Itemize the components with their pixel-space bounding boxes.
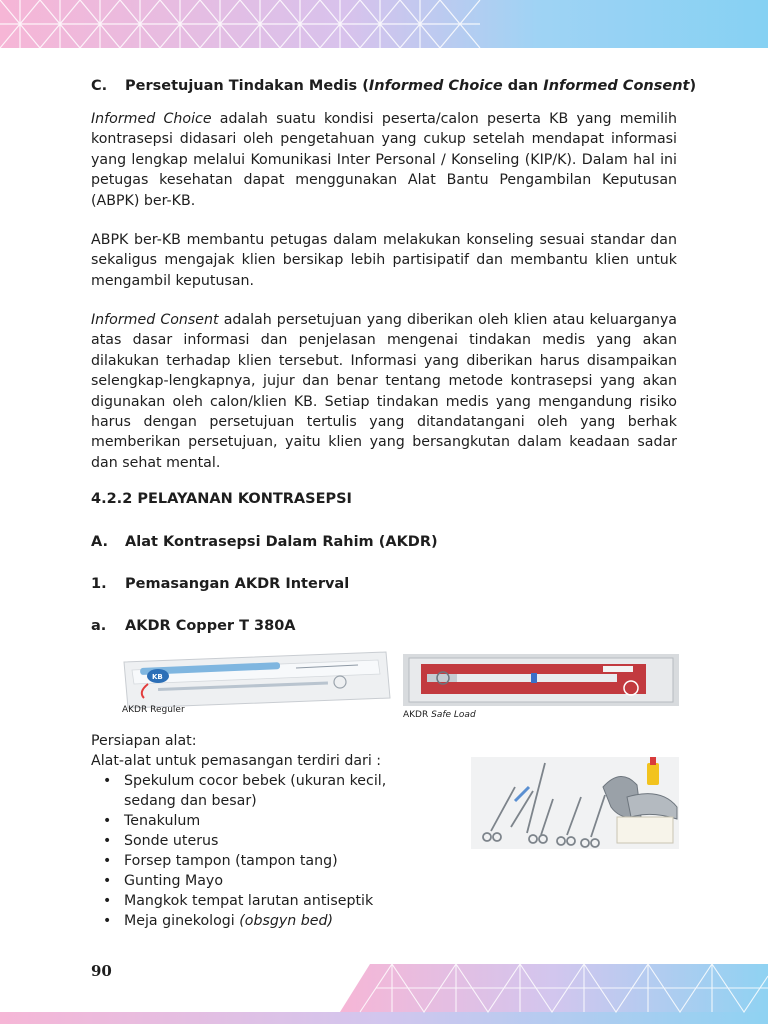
caption-akdr-reguler: AKDR Reguler — [122, 705, 185, 715]
caption-akdr-safe-load — [403, 710, 476, 720]
section-c-title-italic-choice: Informed Choice — [368, 78, 503, 94]
list-item — [101, 911, 431, 931]
footer-banner — [0, 960, 768, 1024]
page-number: 90 — [91, 962, 112, 980]
heading-a-number: A. — [91, 534, 108, 550]
akdr-safe-load-image — [403, 654, 679, 706]
header-banner — [0, 0, 768, 48]
section-c-title-mid: dan — [502, 78, 544, 94]
caption-safe-load-italic: Safe Load — [431, 710, 476, 720]
section-c-title-end: ) — [689, 78, 697, 94]
list-item: • Spekulum cocor bebek (ukuran kecil, sedang dan besar) — [101, 771, 431, 811]
term-informed-choice: Informed Choice — [91, 111, 212, 127]
caption-safe-load-prefix: AKDR — [403, 710, 432, 720]
list-item: • Sonde uterus — [101, 831, 431, 851]
instrument-set-image — [471, 757, 679, 849]
list-item: • Forsep tampon (tampon tang) — [101, 851, 431, 871]
term-informed-consent: Informed Consent — [91, 312, 219, 328]
section-c-heading — [91, 78, 696, 94]
heading-a-copper — [91, 618, 296, 634]
heading-a-akdr — [91, 534, 438, 550]
heading-alpha-number: a. — [91, 618, 107, 634]
heading-1-pemasangan — [91, 576, 349, 592]
list-item: • Mangkok tempat larutan antiseptik — [101, 891, 431, 911]
paragraph-informed-choice-text: adalah suatu kondisi peserta/calon peserta KB yang memilih kontrasepsi didasari oleh pengetahuan yang cukup setelah mendapat informasi yang lengkap melalui Komunikasi Inter Personal / Konseling (KIP/K). Dalam hal ini petugas kesehatan dapat menggunakan Alat Bantu Pengambilan Keputusan (ABPK) ber-KB. — [91, 111, 677, 209]
tool-list — [101, 771, 431, 931]
heading-a-title: Alat Kontrasepsi Dalam Rahim (AKDR) — [125, 534, 438, 550]
list-item: • Gunting Mayo — [101, 871, 431, 891]
section-c-title-start: Persetujuan Tindakan Medis ( — [125, 78, 369, 94]
heading-4-2-2: 4.2.2 PELAYANAN KONTRASEPSI — [91, 491, 352, 507]
paragraph-informed-consent-text: adalah persetujuan yang diberikan oleh klien atau keluarganya atas dasar informasi dan penjelasan mengenai tindakan medis yang akan dilakukan terhadap klien tersebut. Informasi yang diberikan harus disampaikan selengkap-lengkapnya, jujur dan benar tentang metode kontrasepsi yang akan digunakan oleh calon/klien KB. Setiap tindakan medis yang mengandung risiko harus dengan persetujuan tertulis yang ditandatangani oleh yang berhak memberikan persetujuan, yaitu klien yang bersangkutan dalam keadaan sadar dan sehat mental. — [91, 312, 677, 471]
akdr-reguler-image — [118, 648, 392, 710]
section-c-title-italic-consent: Informed Consent — [543, 78, 690, 94]
paragraph-abpk: ABPK ber-KB membantu petugas dalam melakukan konseling sesuai standar dan sekaligus mengajak klien bersikap lebih partisipatif dan membantu klien untuk mengambil keputusan. — [91, 232, 677, 289]
heading-1-number: 1. — [91, 576, 107, 592]
section-c-number: C. — [91, 78, 108, 94]
preparation-intro: Alat-alat untuk pemasangan terdiri dari : — [91, 753, 382, 769]
list-item-text: Meja ginekologi — [124, 913, 240, 929]
heading-alpha-title: AKDR Copper T 380A — [125, 618, 296, 634]
heading-1-title: Pemasangan AKDR Interval — [125, 576, 350, 592]
paragraph-informed-choice — [91, 109, 677, 211]
svg-text:KB: KB — [152, 673, 163, 681]
paragraph-informed-consent — [91, 310, 677, 473]
list-item-italic: (obsgyn bed) — [239, 913, 334, 929]
preparation-block — [91, 731, 451, 771]
list-item: • Tenakulum — [101, 811, 431, 831]
preparation-title: Persiapan alat: — [91, 733, 197, 749]
